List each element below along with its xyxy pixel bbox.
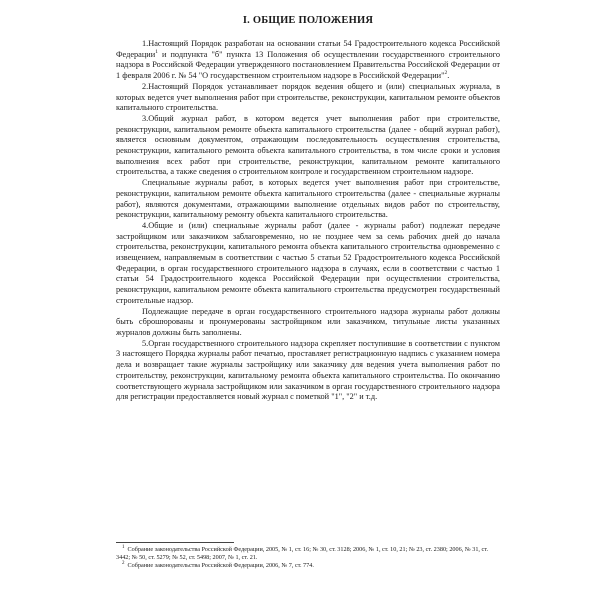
footnote-2-number: 2 [122, 561, 125, 567]
paragraph-1 [116, 39, 500, 82]
footnote-1-text: Собрание законодательства Российской Федерации, 2005, № 1, ст. 16; № 30, ст. 3128; 2006, № 1, ст. 10, 21; № 23, ст. 2380; 2006, № 31, ст. 3442; № 50, ст. 5279; № 52, ст. 5498; 2007, № 1, ст. 21. [116, 546, 489, 562]
paragraph-2: 2.Настоящий Порядок устанавливает порядок ведения общего и (или) специальных журнала, в которых ведется учет выполнения работ при строительстве, реконструкции, капитальном ремонте объектов капитального строительства. [116, 81, 500, 113]
paragraph-1-text-a: 1.Настоящий Порядок разработан на основании статьи 54 Градостроительного кодекса Российской Федерации [116, 39, 500, 59]
section-heading: I. ОБЩИЕ ПОЛОЖЕНИЯ [242, 15, 374, 26]
footnote-ref-2: 2 [444, 70, 448, 77]
footnote-2 [116, 562, 500, 570]
paragraph-4: Специальные журналы работ, в которых ведется учет выполнения работ при строительстве, реконструкции, капитальном ремонте объекта капитального строительства (далее - специальные журналы работ), являются документами, отражающими выполнение отдельных видов работ по строительству, реконструкции, капитальному ремонту объекта капитального строительства. [116, 178, 500, 220]
paragraph-7: 5.Орган государственного строительного надзора скрепляет поступившие в соответствии с пунктом 3 настоящего Порядка журналы работ печатью, проставляет регистрационную надпись с указанием номера дела и возвращает такие журналы застройщику или заказчику для ведения учета выполнения работ по строительству, реконструкции, капитальному ремонта объекта капитального строительства. По окончанию соответствующего журнала застройщиком или заказчиком в орган государственного строительного надзора для регистрации предоставляется новый журнал с пометкой "1", "2" и т.д. [116, 338, 500, 402]
paragraph-1-text-b: и подпункта "б" пункта 13 Положения об осуществлении государственного строительного надзора в Российской Федерации утвержденного постановлением Правительства Российской Федерации от 1 февраля 2006 г. № 54 "О государственном строительном надзоре в Российской Федерации" [116, 49, 500, 81]
footnote-2-text: Собрание законодательства Российской Федерации, 2006, № 7, ст. 774. [127, 562, 314, 570]
footnote-1 [116, 546, 500, 562]
paragraph-1-text-c: . [447, 71, 450, 81]
section-body [116, 39, 500, 403]
paragraph-5: 4.Общие и (или) специальные журналы работ (далее - журналы работ) подлежат передаче застройщиком или заказчиком заблаговременно, но не позднее чем за семь рабочих дней до начала строительства, реконструкции, капитального ремонта объекта капитального строительства одновременно с извещением, направляемым в соответствии с частью 5 статьи 52 Градостроительного кодекса Российской Федерации, в орган государственного строительного надзора в случаях, если в соответствии с частью 1 статьи 54 Градостроительного кодекса Российской Федерации при осуществлении строительства, реконструкции, капитальном ремонте объекта капитального строительства предусмотрен государственный строительные надзор. [116, 220, 500, 305]
footnote-ref-1: 1 [155, 48, 158, 55]
footnote-1-number: 1 [122, 544, 125, 550]
paragraph-6: Подлежащие передаче в орган государственного строительного надзора журналы работ должны быть сброшюрованы и пронумерованы застройщиком или заказчиком, титульные листы указанных журналов должны быть заполнены. [116, 306, 500, 337]
paragraph-3: 3.Общий журнал работ, в котором ведется учет выполнения работ при строительстве, реконструкции, капитальном ремонте объекта капитального строительства (далее - общий журнал работ), является основным документом, отражающим последовательность осуществления строительства, реконструкции, капитального ремонта объекта капитального строительства, в том числе сроки и условия выполнения всех работ при строительстве, реконструкции, капитальном ремонте капитального строительства, а также сведения о строительном контроле и государственном строительном надзоре. [116, 113, 500, 177]
footnotes [116, 546, 500, 571]
document-page [116, 14, 500, 403]
footnote-divider [116, 542, 234, 543]
